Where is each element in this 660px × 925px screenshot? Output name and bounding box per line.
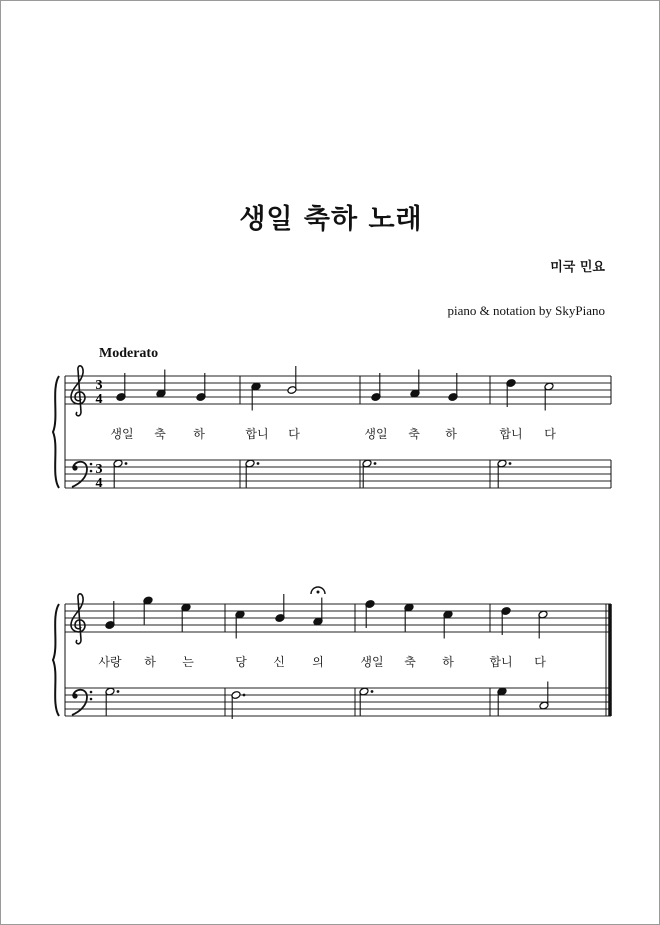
lyric-syllable: 사랑 bbox=[98, 655, 122, 669]
arranger-credit: piano & notation by SkyPiano bbox=[447, 303, 605, 318]
lyric-syllable: 생일 bbox=[110, 427, 134, 441]
treble-note bbox=[143, 596, 153, 624]
tempo-marking: Moderato bbox=[99, 346, 159, 361]
treble-staff bbox=[65, 604, 611, 632]
grand-staff-brace bbox=[53, 604, 59, 716]
treble-note bbox=[365, 600, 375, 628]
treble-note bbox=[501, 607, 511, 635]
lyric-syllable: 하 bbox=[442, 655, 454, 669]
treble-note bbox=[105, 601, 115, 629]
bass-staff bbox=[65, 688, 611, 716]
treble-note bbox=[538, 610, 548, 638]
lyric-syllable: 합니 bbox=[245, 427, 269, 441]
treble-note bbox=[235, 610, 245, 638]
lyric-syllable: 합니 bbox=[499, 427, 523, 441]
lyric-syllable: 축 bbox=[154, 427, 166, 441]
lyric-syllable: 다 bbox=[544, 427, 556, 441]
lyric-syllable: 신 bbox=[273, 655, 285, 669]
bass-note bbox=[231, 691, 245, 719]
treble-note bbox=[313, 598, 323, 626]
bass-note bbox=[359, 687, 373, 715]
treble-note bbox=[181, 603, 191, 631]
treble-clef-icon bbox=[71, 594, 85, 644]
lyric-syllable: 축 bbox=[408, 427, 420, 441]
fermata-icon bbox=[311, 587, 325, 594]
composer-credit: 미국 민요 bbox=[550, 260, 605, 275]
treble-note bbox=[443, 610, 453, 638]
lyric-syllable: 하 bbox=[445, 427, 457, 441]
lyric-syllable: 생일 bbox=[364, 427, 388, 441]
svg-text:4: 4 bbox=[95, 476, 103, 491]
svg-text:3: 3 bbox=[95, 378, 103, 393]
lyric-syllable: 의 bbox=[312, 655, 324, 669]
song-title: 생일 축하 노래 bbox=[239, 204, 423, 235]
lyric-syllable: 다 bbox=[534, 655, 546, 669]
treble-note bbox=[404, 603, 414, 631]
svg-text:4: 4 bbox=[95, 392, 103, 407]
lyric-syllable: 생일 bbox=[360, 655, 384, 669]
lyric-syllable: 당 bbox=[235, 655, 247, 669]
bass-note bbox=[497, 687, 507, 715]
lyric-syllable: 는 bbox=[182, 655, 194, 669]
lyric-syllable: 합니 bbox=[489, 655, 513, 669]
lyric-syllable: 다 bbox=[288, 427, 300, 441]
lyric-syllable: 하 bbox=[144, 655, 156, 669]
bass-note bbox=[105, 687, 119, 715]
bass-note bbox=[539, 682, 549, 710]
svg-text:3: 3 bbox=[95, 462, 103, 477]
treble-note bbox=[275, 594, 285, 622]
lyric-syllable: 하 bbox=[193, 427, 205, 441]
lyric-syllable: 축 bbox=[404, 655, 416, 669]
